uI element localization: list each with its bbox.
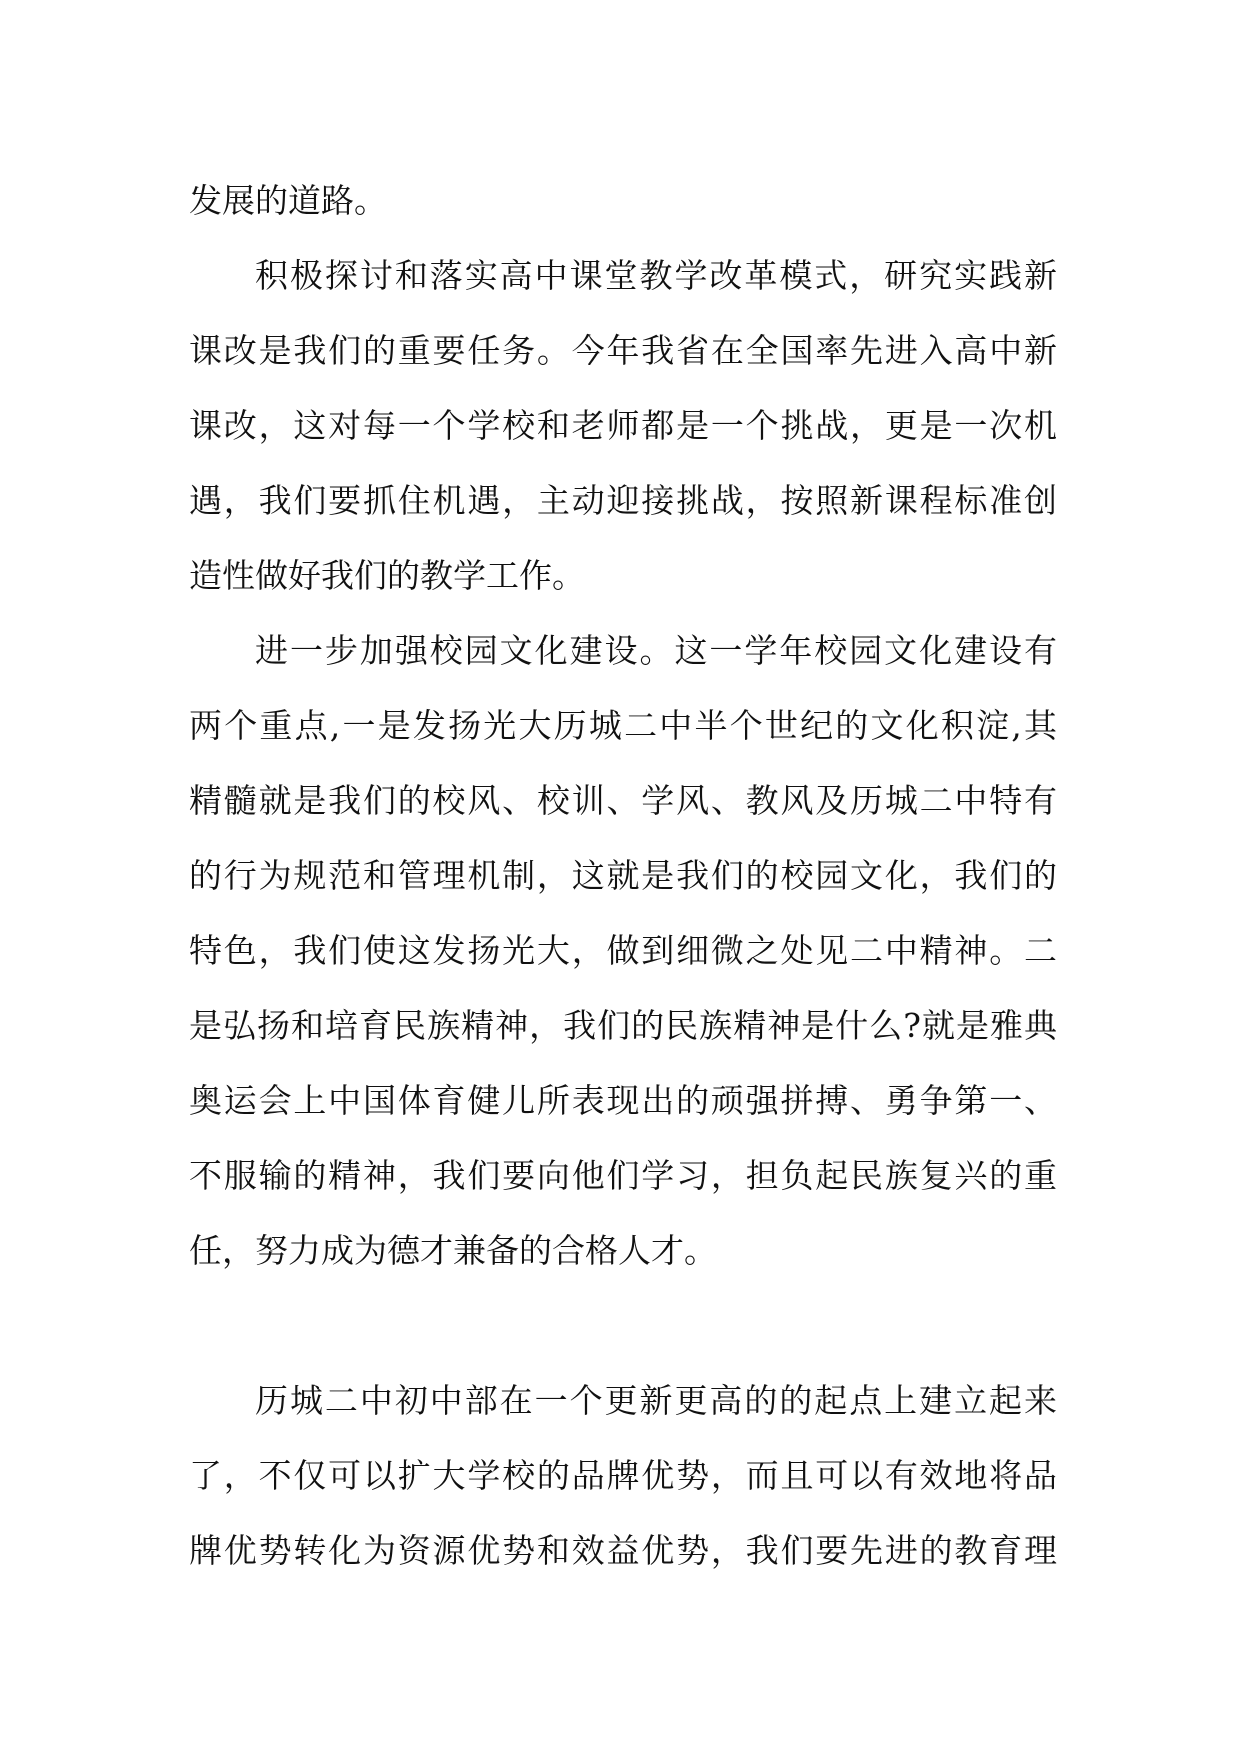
paragraph-line: 课改是我们的重要任务。今年我省在全国率先进入高中新 bbox=[189, 331, 1057, 370]
paragraph bbox=[189, 238, 1057, 613]
paragraph-line: 是弘扬和培育民族精神，我们的民族精神是什么?就是雅典 bbox=[189, 1006, 1057, 1045]
paragraph-line: 任，努力成为德才兼备的合格人才。 bbox=[189, 1231, 717, 1270]
paragraph-line: 遇，我们要抓住机遇，主动迎接挑战，按照新课程标准创 bbox=[189, 481, 1057, 520]
paragraph bbox=[189, 613, 1057, 1288]
paragraph-line: 造性做好我们的教学工作。 bbox=[189, 556, 585, 595]
paragraph bbox=[189, 163, 1057, 238]
paragraph-line: 发展的道路。 bbox=[189, 181, 387, 220]
paragraph-line: 特色，我们使这发扬光大，做到细微之处见二中精神。二 bbox=[189, 931, 1057, 970]
paragraph-gap bbox=[189, 1288, 1057, 1363]
paragraph-line: 课改，这对每一个学校和老师都是一个挑战，更是一次机 bbox=[189, 406, 1057, 445]
paragraph-line: 积极探讨和落实高中课堂教学改革模式，研究实践新 bbox=[255, 256, 1057, 295]
paragraph-line: 了，不仅可以扩大学校的品牌优势，而且可以有效地将品 bbox=[189, 1456, 1057, 1495]
paragraph-line: 两个重点,一是发扬光大历城二中半个世纪的文化积淀,其 bbox=[189, 706, 1057, 745]
paragraph-line: 牌优势转化为资源优势和效益优势，我们要先进的教育理 bbox=[189, 1531, 1057, 1570]
paragraph bbox=[189, 1363, 1057, 1588]
paragraph-line: 精髓就是我们的校风、校训、学风、教风及历城二中特有 bbox=[189, 781, 1057, 820]
body-text bbox=[189, 163, 1057, 1588]
paragraph-line: 历城二中初中部在一个更新更高的的起点上建立起来 bbox=[255, 1381, 1057, 1420]
paragraph-line: 的行为规范和管理机制，这就是我们的校园文化，我们的 bbox=[189, 856, 1057, 895]
paragraph-line: 奥运会上中国体育健儿所表现出的顽强拼搏、勇争第一、 bbox=[189, 1081, 1057, 1120]
paragraph-line: 不服输的精神，我们要向他们学习，担负起民族复兴的重 bbox=[189, 1156, 1057, 1195]
paragraph-line: 进一步加强校园文化建设。这一学年校园文化建设有 bbox=[255, 631, 1057, 670]
